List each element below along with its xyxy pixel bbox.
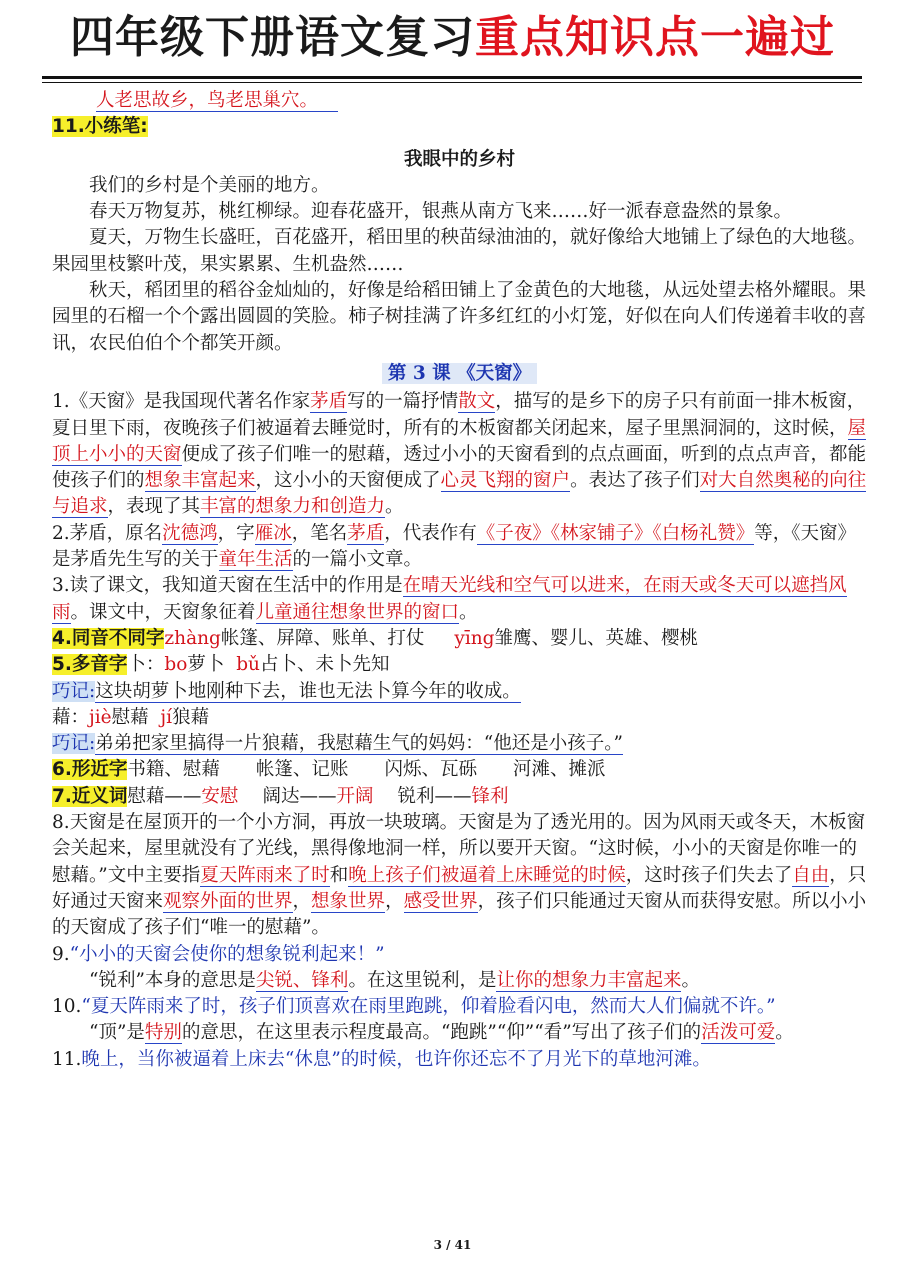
text-span: 雁冰: [254, 522, 292, 544]
text-span: bǔ: [236, 654, 260, 676]
text-span: ，字: [217, 522, 255, 544]
text-span: 狼藉: [172, 706, 210, 728]
text-span: 等，《天窗》是茅盾先生写的关于: [52, 522, 857, 571]
text-span: ，笔名: [291, 522, 348, 544]
text-span: 心灵飞翔的窗户: [440, 470, 571, 492]
text-span: 散文: [458, 391, 496, 413]
section-11-heading: [52, 114, 867, 140]
text-span: ，这小小的天窗便成了: [255, 470, 441, 492]
item-2: [52, 521, 867, 574]
text-span: 卜：: [127, 654, 165, 676]
text-span: bo: [164, 654, 188, 676]
text-span: 和: [329, 864, 349, 886]
text-span: 特别: [144, 1022, 182, 1044]
lesson-title: [52, 361, 867, 387]
text-span: yīng: [454, 627, 495, 649]
text-span: 。在这里锐利，是: [348, 969, 497, 991]
text-span: 感受世界: [403, 890, 478, 912]
text-span: 雏鹰、婴儿、英雄、樱桃: [494, 627, 699, 649]
text-span: 观察外面的世界: [163, 890, 293, 912]
text-span: 8.天窗是在屋顶开的一个小方洞，再放一块玻璃。天窗是为了透光用的。因为风雨天或冬天，木板窗会关起来，屋里就没有了光线，黑得像地洞一样，所以要开天窗。“这时候，小小的天窗是你唯一的慰藉。”文中主要指: [52, 812, 866, 886]
item-9-explain: [52, 968, 867, 994]
text-span: ，: [292, 890, 312, 912]
item-11: [52, 1047, 867, 1073]
text-span: 书籍、慰藉: [127, 759, 220, 781]
text-span: 5.多音字: [52, 654, 128, 676]
text-span: 11.: [52, 1048, 82, 1070]
proverb-line: [52, 88, 867, 114]
item-6: [52, 757, 867, 783]
text-span: 巧记:: [52, 680, 96, 702]
essay-para: 夏天，万物生长盛旺，百花盛开，稻田里的秧苗绿油油的，就好像给大地铺上了绿色的大地毯。果园里枝繁叶茂，果实累累、生机盎然……: [52, 227, 867, 275]
text-span: 慰藉——: [127, 785, 202, 807]
text-span: 让你的想象力丰富起来: [496, 969, 682, 991]
text-span: 夏天阵雨来了时: [200, 864, 330, 886]
text-span: 丰富的想象力和创造力: [200, 496, 386, 518]
text-span: 4.同音不同字: [52, 627, 165, 649]
text-span: 。表达了孩子们: [570, 470, 700, 492]
text-span: 活泼可爱: [701, 1022, 776, 1044]
item-5: [52, 652, 867, 678]
text-span: “夏天阵雨来了时，孩子们顶喜欢在雨里跑跳，仰着脸看闪电，然而大人们偏就不许。”: [81, 996, 776, 1018]
text-span: 3.读了课文，我知道天窗在生活中的作用是: [52, 575, 403, 597]
item-3: [52, 573, 867, 626]
text-span: 开阔: [336, 785, 374, 807]
mnemonic-2: [52, 731, 867, 757]
mnemonic-1: [52, 679, 867, 705]
text-span: ，孩子们只能通过天窗从而获得安慰。所以小小的天窗成了孩子们“唯一的慰藉”。: [52, 890, 867, 939]
item-1: [52, 389, 867, 520]
text-span: 10.: [52, 996, 82, 1018]
text-span: 9.: [52, 943, 70, 965]
text-span: 便成了孩子们唯一的慰藉，透过小小的天窗看到的点点画面，听到的点点声音，都能使孩子们的: [52, 443, 867, 492]
text-span: 想象世界: [311, 890, 386, 912]
page-number: 3 / 41: [433, 1238, 472, 1252]
text-span: ，这时孩子们失去了: [625, 864, 793, 886]
text-span: 。: [385, 496, 404, 518]
text-span: 自由: [792, 864, 830, 886]
title-rule: [42, 76, 862, 79]
text-span: 占卜、未卜先知: [259, 654, 390, 676]
text-span: 这块胡萝卜地刚种下去，谁也无法卜算今年的收成。: [95, 680, 521, 702]
text-span: 。: [459, 601, 478, 623]
text-span: 沈德鸿: [162, 522, 218, 544]
text-span: “小小的天窗会使你的想象锐利起来！”: [69, 943, 385, 965]
text-span: 1.《天窗》是我国现代著名作家: [52, 391, 311, 413]
text-span: 屋顶上小小的天窗: [52, 417, 867, 465]
text-span: ，: [385, 890, 404, 912]
text-span: zhàng: [164, 627, 221, 649]
text-span: 6.形近字: [52, 759, 128, 781]
title-highlight: 重点知识点一遍过: [475, 12, 835, 63]
text-span: “锐利”本身的意思是: [89, 969, 256, 991]
text-span: “顶”是: [89, 1022, 145, 1044]
text-span: 藉：: [52, 706, 90, 728]
text-span: 茅盾: [347, 522, 385, 544]
title-main: 四年级下册语文复习: [70, 12, 475, 63]
text-span: 晚上，当你被逼着上床去“休息”的时候，也许你还忘不了月光下的草地河滩。: [81, 1048, 711, 1070]
text-span: 帐篷、屏障、账单、打仗: [220, 627, 425, 649]
essay-title: 我眼中的乡村: [403, 148, 515, 170]
text-span: 慰藉: [111, 706, 149, 728]
essay-para: 我们的乡村是个美丽的地方。: [89, 174, 330, 196]
item-9: [52, 942, 867, 968]
text-span: 想象丰富起来: [144, 470, 256, 492]
text-span: 弟弟把家里搞得一片狼藉，我慰藉生气的妈妈：“他还是小孩子。”: [95, 733, 623, 755]
text-span: 。课文中，天窗象征着: [70, 601, 256, 623]
text-span: 萝卜: [187, 654, 225, 676]
text-span: 。: [681, 969, 700, 991]
text-span: 河滩、摊派: [512, 759, 606, 781]
polyphone-ji: [52, 705, 867, 731]
essay-para: 秋天，稻团里的稻谷金灿灿的，好像是给稻田铺上了金黄色的大地毯，从远处望去格外耀眼。果园里的石榴一个个露出圆圆的笑脸。柿子树挂满了许多红红的小灯笼，好似在向人们传递着丰收的喜讯，农民伯伯个个都笑开颜。: [52, 280, 867, 354]
item-8: [52, 810, 867, 941]
text-span: 人老思故乡，鸟老思巢穴。: [96, 90, 338, 112]
item-10: [52, 994, 867, 1020]
text-span: 7.近义词: [52, 785, 128, 807]
text-span: 闪烁、瓦砾: [384, 759, 477, 781]
page-title: [0, 10, 905, 66]
text-span: ，只好通过天窗来: [52, 864, 867, 912]
text-span: 的一篇小文章。: [292, 549, 423, 571]
text-span: 写的一篇抒情: [347, 391, 459, 413]
text-span: 阔达——: [262, 785, 337, 807]
text-span: 的意思，在这里表示程度最高。“跑跳”“仰”“看”写出了孩子们的: [181, 1022, 702, 1044]
item-4: [52, 626, 867, 652]
text-span: 帐篷、记账: [255, 759, 349, 781]
text-span: 晚上孩子们被逼着上床睡觉的时候: [348, 864, 626, 886]
text-span: 童年生活: [218, 549, 293, 571]
text-span: 第 3 课 《天窗》: [382, 363, 537, 384]
text-span: 儿童通往想象世界的窗口: [255, 601, 460, 623]
text-span: ，代表作有: [384, 522, 477, 544]
text-span: 巧记:: [52, 733, 96, 755]
text-span: 《子夜》《林家铺子》《白杨礼赞》: [476, 522, 755, 544]
text-span: 安慰: [201, 785, 239, 807]
text-span: jiè: [89, 706, 112, 728]
document-body: [52, 88, 867, 1073]
text-span: 锐利——: [397, 785, 472, 807]
text-span: 在晴天光线和空气可以进来，在雨天或冬天可以遮挡风雨: [52, 575, 847, 623]
essay-para: 春天万物复苏，桃红柳绿。迎春花盛开，银燕从南方飞来……好一派春意盎然的景象。: [89, 201, 793, 223]
text-span: ，描写的是乡下的房子只有前面一排木板窗，夏日里下雨，夜晚孩子们被逼着去睡觉时，所有的木板窗都关闭起来，屋子里黑洞洞的，这时候，: [52, 391, 866, 439]
text-span: 。: [775, 1022, 794, 1044]
item-7: [52, 784, 867, 810]
text-span: 2.茅盾，原名: [52, 522, 163, 544]
title-rule-thin: [42, 82, 862, 83]
text-span: 对大自然奥秘的向往与追求: [52, 470, 867, 518]
text-span: ，表现了其: [107, 496, 201, 518]
text-span: 11.小练笔:: [52, 116, 148, 138]
text-span: 茅盾: [310, 391, 348, 413]
text-span: 锋利: [471, 785, 509, 807]
item-10-explain: [52, 1020, 867, 1046]
text-span: 尖锐、锋利: [255, 969, 349, 991]
text-span: jí: [160, 706, 173, 728]
